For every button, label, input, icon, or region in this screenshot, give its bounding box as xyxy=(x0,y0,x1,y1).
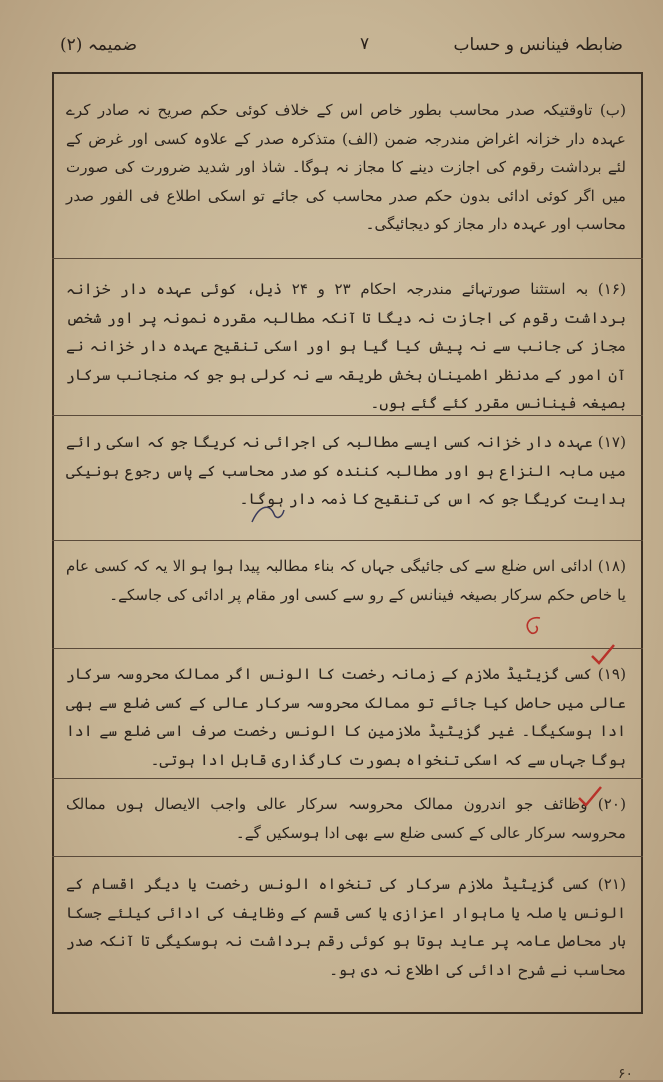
red-pencil-mark-icon xyxy=(520,612,546,638)
header-title: ضابطہ فینانس و حساب xyxy=(453,35,623,55)
paragraph-20: (۲۰) وظائف جو اندرون ممالک محروسہ سرکار عالی واجب الایصال ہوں ممالک محروسہ سرکار عالی کے کسی ضلع سے بھی ادا ہوسکیں گے۔ xyxy=(66,795,626,842)
paragraph-19: (۱۹) کسی گزیٹیڈ ملازم کے زمانہ رخصت کا الونس اگر ممالک محروسہ سرکار عالی میں حاصل کیا جائے تو ممالک محروسہ سرکار عالی کے کسی ضلع سے بھی ادا ہوسکیگا۔ غیر گزیٹیڈ ملازمین کا الونس رخصت صرف اسی ضلع سے ادا ہوگا جہاں سے کہ اسکی تنخواہ بصورت کارگذاری قابل ادا ہوتی۔ xyxy=(66,665,626,769)
section-divider xyxy=(52,778,643,779)
page-header xyxy=(60,34,623,64)
red-check-mark-icon xyxy=(575,782,605,812)
paragraph-18: (۱۸) ادائی اس ضلع سے کی جائیگی جہاں کہ بناء مطالبہ پیدا ہوا ہو الا یہ کہ کسی عام یا خاص حکم سرکار بصیغہ فینانس کے رو سے کسی اور مقام پر ادائی کی جاسکے۔ xyxy=(66,557,626,604)
header-page-number: ۷ xyxy=(360,34,370,54)
section-divider xyxy=(52,415,643,416)
footer-page-number: ۶۰ xyxy=(618,1066,634,1082)
pen-annotation-icon xyxy=(248,500,288,530)
section-divider xyxy=(52,648,643,649)
header-appendix: ضمیمہ (۲) xyxy=(60,35,137,55)
paragraph-b: (ب) تاوقتیکہ صدر محاسب بطور خاص اس کے خلاف کوئی حکم صریح نہ صادر کرے عہدہ دار خزانہ اغراض مندرجہ ضمن (الف) متذکرہ صدر کے علاوہ کسی اور غرض کے لئے برداشت رقوم کی اجازت دینے کا مجاز نہ ہوگا۔ شاذ اور شدید ضرورت کی صورت میں اگر کوئی ادائی بدون حکم صدر محاسب کی جائے تو اسکی اطلاع فی الفور صدر محاسب اور عہدہ دار مجاز کو دیجائیگی۔ xyxy=(66,101,626,233)
section-divider xyxy=(52,856,643,857)
section-divider xyxy=(52,540,643,541)
section-divider xyxy=(52,258,643,259)
paragraph-16: (۱۶) بہ استثنا صورتہائے مندرجہ احکام ۲۳ و ۲۴ ذیل، کوئی عہدہ دار خزانہ برداشت رقوم کی اجازت نہ دیگا تا آنکہ مطالبہ مقررہ نمونہ پر اور شخص مجاز کی جانب سے نہ پیش کیا گیا ہو اور اسکی تنقیح عہدہ دار خزانہ نے آن امور کے مدنظر اطمینان بخش طریقہ سے نہ کرلی ہو جو کہ منجانب سرکار بصیغہ فینانس مقرر کئے گئے ہوں۔ xyxy=(66,280,626,412)
red-check-mark-icon xyxy=(588,640,618,670)
paragraph-21: (۲۱) کسی گزیٹیڈ ملازم سرکار کی تنخواہ الونس رخصت یا دیگر اقسام کے الونس یا صلہ یا ماہوار اعزازی یا کسی قسم کے وظایف کی ادائی کیلئے جسکا بار محاصل عامہ پر عاید ہوتا ہو کوئی رقم برداشت نہ ہوسکیگی تا آنکہ صدر محاسب نے شرح ادائی کی اطلاع نہ دی ہو۔ xyxy=(66,875,626,979)
paragraph-17: (۱۷) عہدہ دار خزانہ کسی ایسے مطالبہ کی اجرائی نہ کریگا جو کہ اسکی رائے میں مابہ النزاع ہو اور مطالبہ کنندہ کو صدر محاسب کے پاس رجوع ہونیکی ہدایت کریگا جو کہ اس کی تنقیح کا ذمہ دار ہوگا۔ xyxy=(66,433,626,508)
